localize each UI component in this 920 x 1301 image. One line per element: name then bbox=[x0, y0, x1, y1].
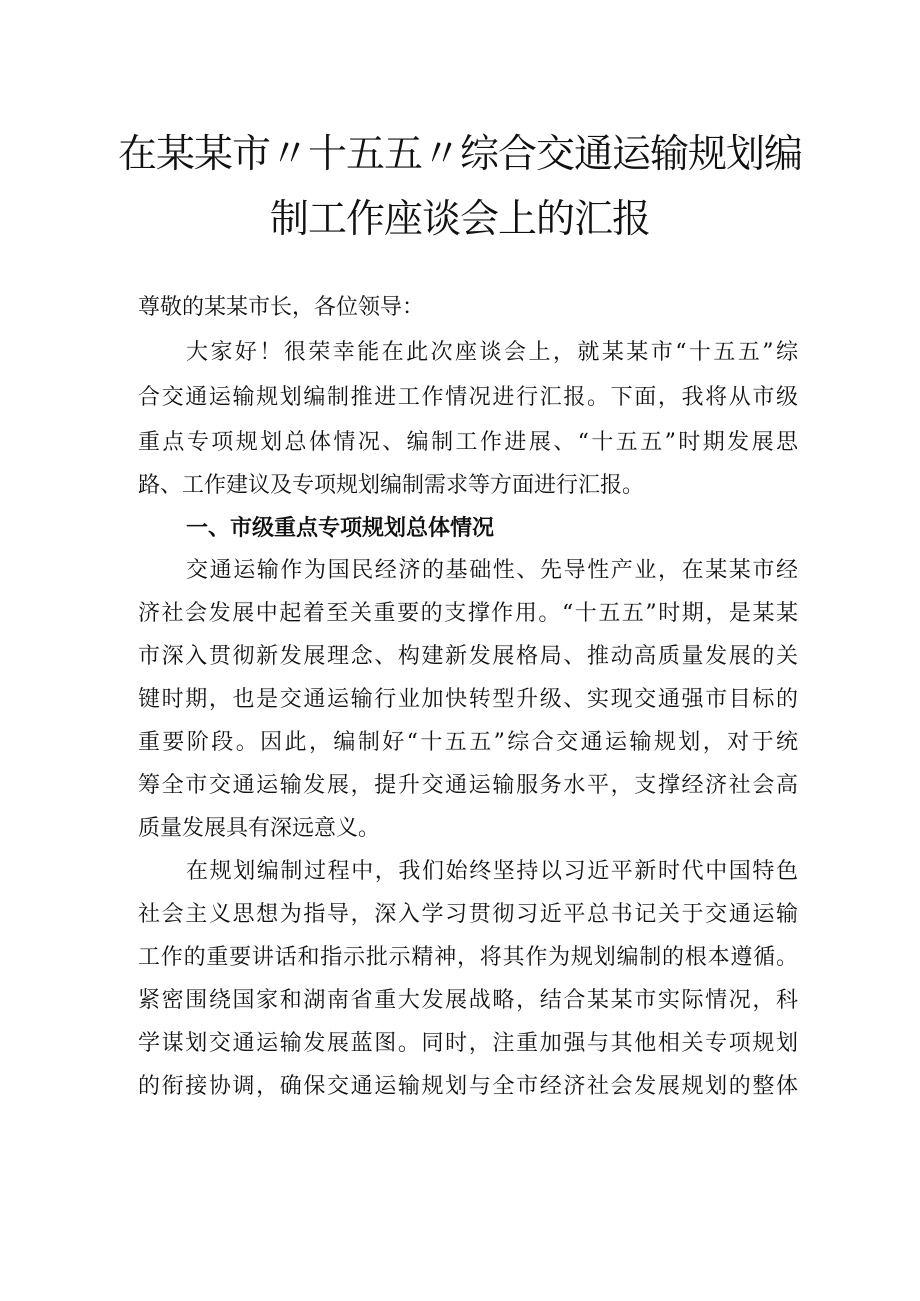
document-title-line-2: 制工作座谈会上的汇报 bbox=[269, 197, 650, 242]
paragraph-1-line-1: 大家好！很荣幸能在此次座谈会上，就某某市“十五五”综 bbox=[186, 340, 798, 365]
paragraph-2-line-1: 交通运输作为国民经济的基础性、先导性产业，在某某市经 bbox=[186, 558, 798, 583]
paragraph-2-line-4: 键时期，也是交通运输行业加快转型升级、实现交通强市目标的 bbox=[138, 687, 798, 712]
paragraph-2-line-5: 重要阶段。因此，编制好“十五五”综合交通运输规划，对于统 bbox=[138, 730, 798, 755]
paragraph-2-line-6: 筹全市交通运输发展，提升交通运输服务水平，支撑经济社会高 bbox=[138, 773, 798, 798]
paragraph-2-line-3: 市深入贯彻新发展理念、构建新发展格局、推动高质量发展的关 bbox=[138, 644, 798, 669]
paragraph-3-line-6: 的衔接协调，确保交通运输规划与全市经济社会发展规划的整体 bbox=[138, 1074, 798, 1099]
section-1-heading: 一、市级重点专项规划总体情况 bbox=[186, 516, 495, 541]
paragraph-1-line-3: 重点专项规划总体情况、编制工作进展、“十五五”时期发展思 bbox=[138, 430, 798, 455]
paragraph-3-line-3: 工作的重要讲话和指示批示精神，将其作为规划编制的根本遵循。 bbox=[138, 945, 798, 970]
paragraph-1-line-2: 合交通运输规划编制推进工作情况进行汇报。下面，我将从市级 bbox=[138, 385, 798, 410]
document-title-line-1: 在某某市〃十五五〃综合交通运输规划编 bbox=[117, 132, 802, 177]
salutation: 尊敬的某某市长，各位领导： bbox=[138, 295, 425, 320]
paragraph-3-line-1: 在规划编制过程中，我们始终坚持以习近平新时代中国特色 bbox=[186, 859, 798, 884]
paragraph-2-line-7: 质量发展具有深远意义。 bbox=[138, 816, 381, 841]
paragraph-2-line-2: 济社会发展中起着至关重要的支撑作用。“十五五”时期，是某某 bbox=[138, 601, 798, 626]
paragraph-3-line-2: 社会主义思想为指导，深入学习贯彻习近平总书记关于交通运输 bbox=[138, 902, 798, 927]
paragraph-3-line-5: 学谋划交通运输发展蓝图。同时，注重加强与其他相关专项规划 bbox=[138, 1031, 798, 1056]
paragraph-1-line-4: 路、工作建议及专项规划编制需求等方面进行汇报。 bbox=[138, 473, 645, 498]
paragraph-3-line-4: 紧密围绕国家和湖南省重大发展战略，结合某某市实际情况，科 bbox=[138, 988, 798, 1013]
